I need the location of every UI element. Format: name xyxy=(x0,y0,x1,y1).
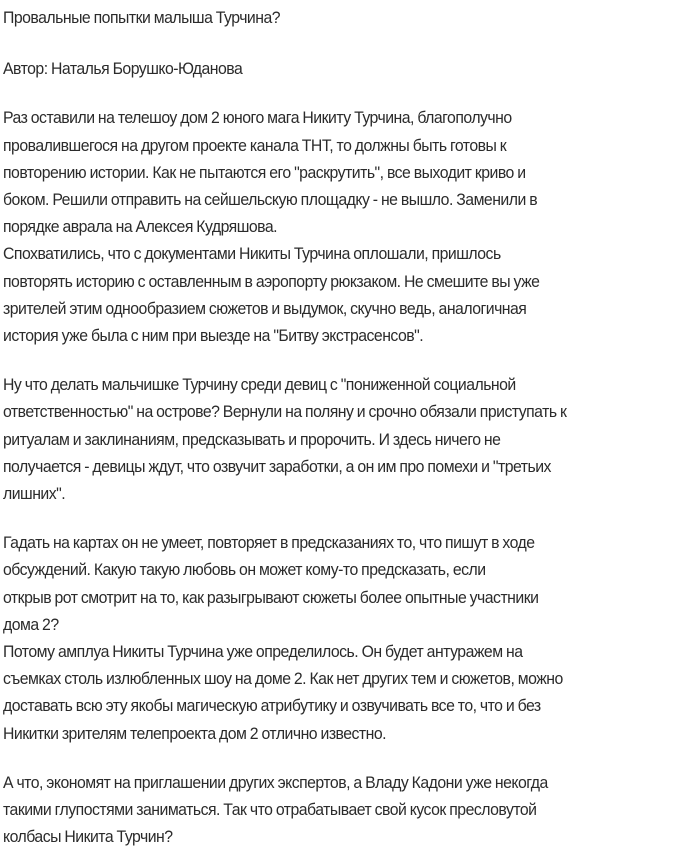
article-title: Провальные попытки малыша Турчина? xyxy=(3,8,281,27)
paragraph-4 xyxy=(3,529,699,638)
paragraph-line: история уже была с ним при выезде на "Битву экстрасенсов". xyxy=(3,326,424,346)
paragraph-line: такими глупостями заниматься. Так что отрабатывает свой кусок пресловутой xyxy=(3,800,537,820)
paragraph-line: Никитки зрителям телепроекта дом 2 отлично известно. xyxy=(3,723,387,743)
paragraph-line: доставать всю эту якобы магическую атрибутику и озвучивать все то, что и без xyxy=(3,696,541,716)
paragraph-line: повторению истории. Как не пытаются его "раскрутить", все выходит криво и xyxy=(3,162,526,182)
paragraph-3 xyxy=(3,371,699,507)
paragraph-line: Спохватились, что с документами Никиты Турчина оплошали, пришлось xyxy=(3,244,501,264)
paragraph-line: порядке аврала на Алексея Кудряшова. xyxy=(3,217,278,237)
paragraph-line: открыв рот смотрит на то, как разыгрывают сюжеты более опытные участники xyxy=(3,587,539,607)
paragraph-line: Гадать на картах он не умеет, повторяет в предсказаниях то, что пишут в ходе xyxy=(3,533,535,553)
paragraph-line: Ну что делать мальчишке Турчину среди девиц с "пониженной социальной xyxy=(3,375,516,395)
paragraph-line: обсуждений. Какую такую любовь он может кому-то предсказать, если xyxy=(3,560,486,580)
paragraph-line: зрителей этим однообразием сюжетов и выдумок, скучно ведь, аналогичная xyxy=(3,298,527,318)
paragraph-6 xyxy=(3,769,699,850)
paragraph-line: ответственностью" на острове? Вернули на поляну и срочно обязали приступать к xyxy=(3,402,567,422)
paragraph-1 xyxy=(3,104,699,240)
paragraph-line: А что, экономят на приглашении других экспертов, а Владу Кадони уже некогда xyxy=(3,772,548,792)
paragraph-line: ритуалам и заклинаниям, предсказывать и пророчить. И здесь ничего не xyxy=(3,429,501,449)
paragraph-line: Раз оставили на телешоу дом 2 юного мага Никиту Турчина, благополучно xyxy=(3,108,512,128)
paragraph-2 xyxy=(3,240,699,349)
paragraph-5 xyxy=(3,638,699,747)
paragraph-line: повторять историю с оставленным в аэропорту рюкзаком. Не смешите вы уже xyxy=(3,271,540,291)
paragraph-line: провалившегося на другом проекте канала ТНТ, то должны быть готовы к xyxy=(3,135,507,155)
paragraph-line: лишних". xyxy=(3,484,66,504)
paragraph-line: дома 2? xyxy=(3,614,59,634)
article-author: Автор: Наталья Борушко-Юданова xyxy=(3,59,243,79)
paragraph-line: получается - девицы ждут, что озвучит заработки, а он им про помехи и "третьих xyxy=(3,456,551,476)
paragraph-line: съемках столь излюбленных шоу на доме 2. Как нет других тем и сюжетов, можно xyxy=(3,669,563,689)
paragraph-line: боком. Решили отправить на сейшельскую площадку - не вышло. Заменили в xyxy=(3,190,538,210)
paragraph-line: Потому амплуа Никиты Турчина уже определилось. Он будет антуражем на xyxy=(3,642,523,662)
paragraph-line: колбасы Никита Турчин? xyxy=(3,827,173,847)
